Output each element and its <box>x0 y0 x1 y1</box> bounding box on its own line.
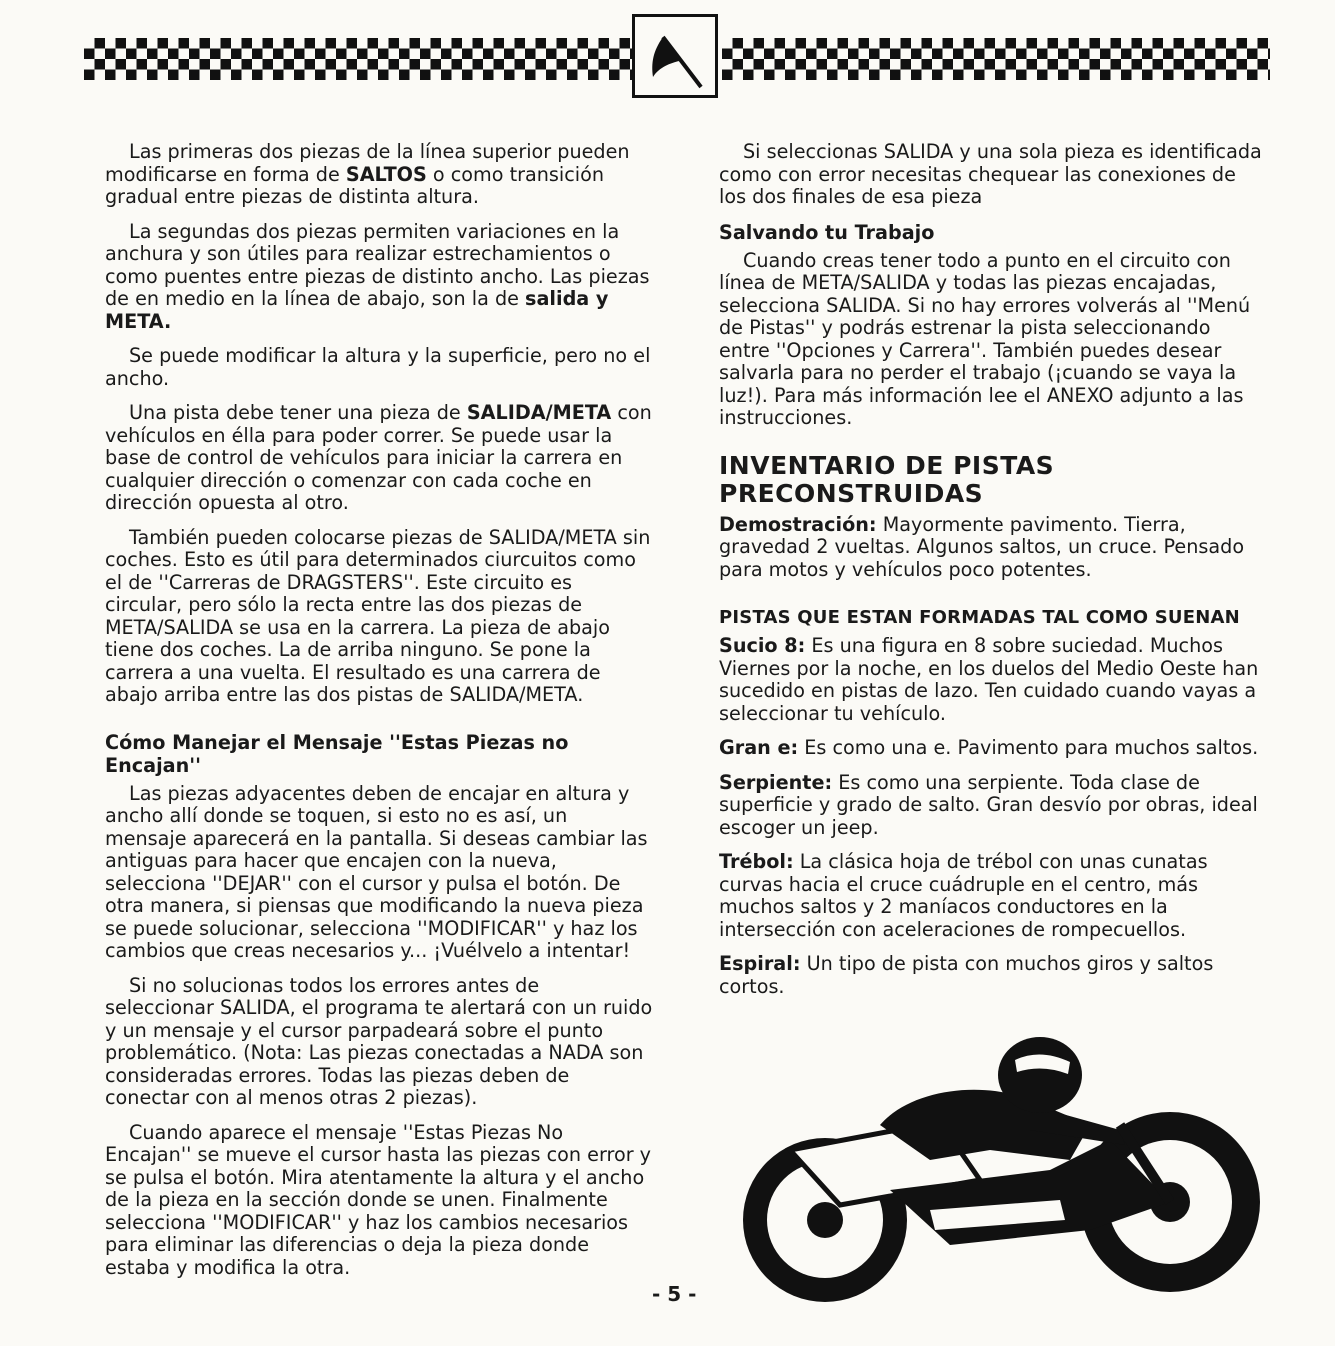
page-number: - 5 - <box>652 1282 697 1306</box>
paragraph-mensaje-aparece: Cuando aparece el mensaje ''Estas Piezas No Encajan'' se mueve el cursor hasta las piezas con error y se pulsa el botón. Mira atentamente la altura y el ancho de la pieza en la sección donde se unen. Finalmente selecciona ''MODIFICAR'' y haz los cambios necesarios para eliminar las diferencias o deja la pieza donde estaba y modifica la otra. <box>105 1120 652 1279</box>
entry-trebol: Trébol: La clásica hoja de trébol con unas cunatas curvas hacia el cruce cuádruple en el centro, más muchos saltos y 2 maníacos conductores en la intersección con aceleraciones de rompecuellos. <box>719 850 1208 941</box>
entry-gran-e: Gran e: Es como una e. Pavimento para muchos saltos. <box>719 736 1259 759</box>
heading-salvando: Salvando tu Trabajo <box>719 220 935 244</box>
left-column <box>105 141 653 1291</box>
paragraph-altura: Se puede modificar la altura y la superficie, pero no el ancho. <box>105 344 651 390</box>
paragraph-una-sola-pieza: Si seleccionas SALIDA y una sola pieza es identificada como con error necesitas chequear las conexiones de los dos finales de esa pieza <box>719 140 1262 208</box>
paragraph-anchura: La segundas dos piezas permiten variaciones en la anchura y son útiles para realizar estrechamientos o como puentes entre piezas de distinto ancho. Las piezas de en medio en la línea de abajo, son la de salida y META. <box>105 219 650 333</box>
entry-demostracion: Demostración: Mayormente pavimento. Tierra, gravedad 2 vueltas. Algunos saltos, un cruce. Pensado para motos y vehículos poco potentes. <box>719 512 1245 581</box>
heading-inventario: INVENTARIO DE PISTAS PRECONSTRUIDAS <box>719 450 1055 508</box>
paragraph-salida-meta: Una pista debe tener una pieza de SALIDA/META con vehículos en élla para poder correr. Se puede usar la base de control de vehículos para iniciar la carrera en cualquier dirección o comenzar con cada coche en dirección opuesta al otro. <box>105 401 652 514</box>
paragraph-piezas-adyacentes: Las piezas adyacentes deben de encajar en altura y ancho allí donde se toquen, si esto no es así, un mensaje aparecerá en la pantalla. Si deseas cambiar las antiguas para hacer que encajen con la nueva, selecciona ''DEJAR'' con el cursor y pulsa el botón. De otra manera, si piensas que modificando la nueva pieza se puede solucionar, selecciona ''MODIFICAR'' y haz los cambios que creas necesarios y... ¡Vuélvelo a intentar! <box>105 781 648 962</box>
heading-estas-piezas: Cómo Manejar el Mensaje ''Estas Piezas no Encajan'' <box>105 730 569 777</box>
paragraph-errores: Si no solucionas todos los errores antes de seleccionar SALIDA, el programa te alertará con un ruido y un mensaje y el cursor parpadeará sobre el punto problemático. (Nota: Las piezas conectadas a NADA son consideradas errores. Todas las piezas deben de conectar con al menos otras 2 piezas). <box>105 973 653 1109</box>
motorcycle-rider-icon <box>730 1030 1270 1314</box>
heading-pistas-suenan: PISTAS QUE ESTAN FORMADAS TAL COMO SUENAN <box>719 607 1240 628</box>
entry-serpiente: Serpiente: Es como una serpiente. Toda clase de superficie y grado de salto. Gran desvío por obras, ideal escoger un jeep. <box>719 770 1258 839</box>
checker-band-right <box>722 38 1270 80</box>
paragraph-salvando: Cuando creas tener todo a punto en el circuito con línea de META/SALIDA y todas las piezas encajadas, selecciona SALIDA. Si no hay errores volverás al ''Menú de Pistas'' y podrás estrenar la pista seleccionando entre ''Opciones y Carrera''. También puedes desear salvarla para no perder el trabajo (¡cuando se vaya la luz!). Para más información lee el ANEXO adjunto a las instrucciones. <box>719 248 1251 429</box>
entry-espiral: Espiral: Un tipo de pista con muchos giros y saltos cortos. <box>719 952 1214 998</box>
paragraph-saltos: Las primeras dos piezas de la línea superior pueden modificarse en forma de SALTOS o como transición gradual entre piezas de distinta altura. <box>105 140 630 208</box>
checkered-flag-icon <box>632 14 718 98</box>
right-column <box>719 141 1267 1010</box>
checker-band-left <box>84 38 632 80</box>
entry-sucio-8: Sucio 8: Es una figura en 8 sobre suciedad. Muchos Viernes por la noche, en los duelos del Medio Oeste han sucedido en pistas de lazo. Ten cuidado cuando vayas a seleccionar tu vehículo. <box>719 634 1259 725</box>
paragraph-dragsters: También pueden colocarse piezas de SALIDA/META sin coches. Esto es útil para determinados ciurcuitos como el de ''Carreras de DRAGSTERS''. Este circuito es circular, pero sólo la recta entre las dos piezas de META/SALIDA se usa en la carrera. La pieza de abajo tiene dos coches. La de arriba ninguno. Se pone la carrera a una vuelta. El resultado es una carrera de abajo arriba entre las dos pistas de SALIDA/META. <box>105 525 651 706</box>
